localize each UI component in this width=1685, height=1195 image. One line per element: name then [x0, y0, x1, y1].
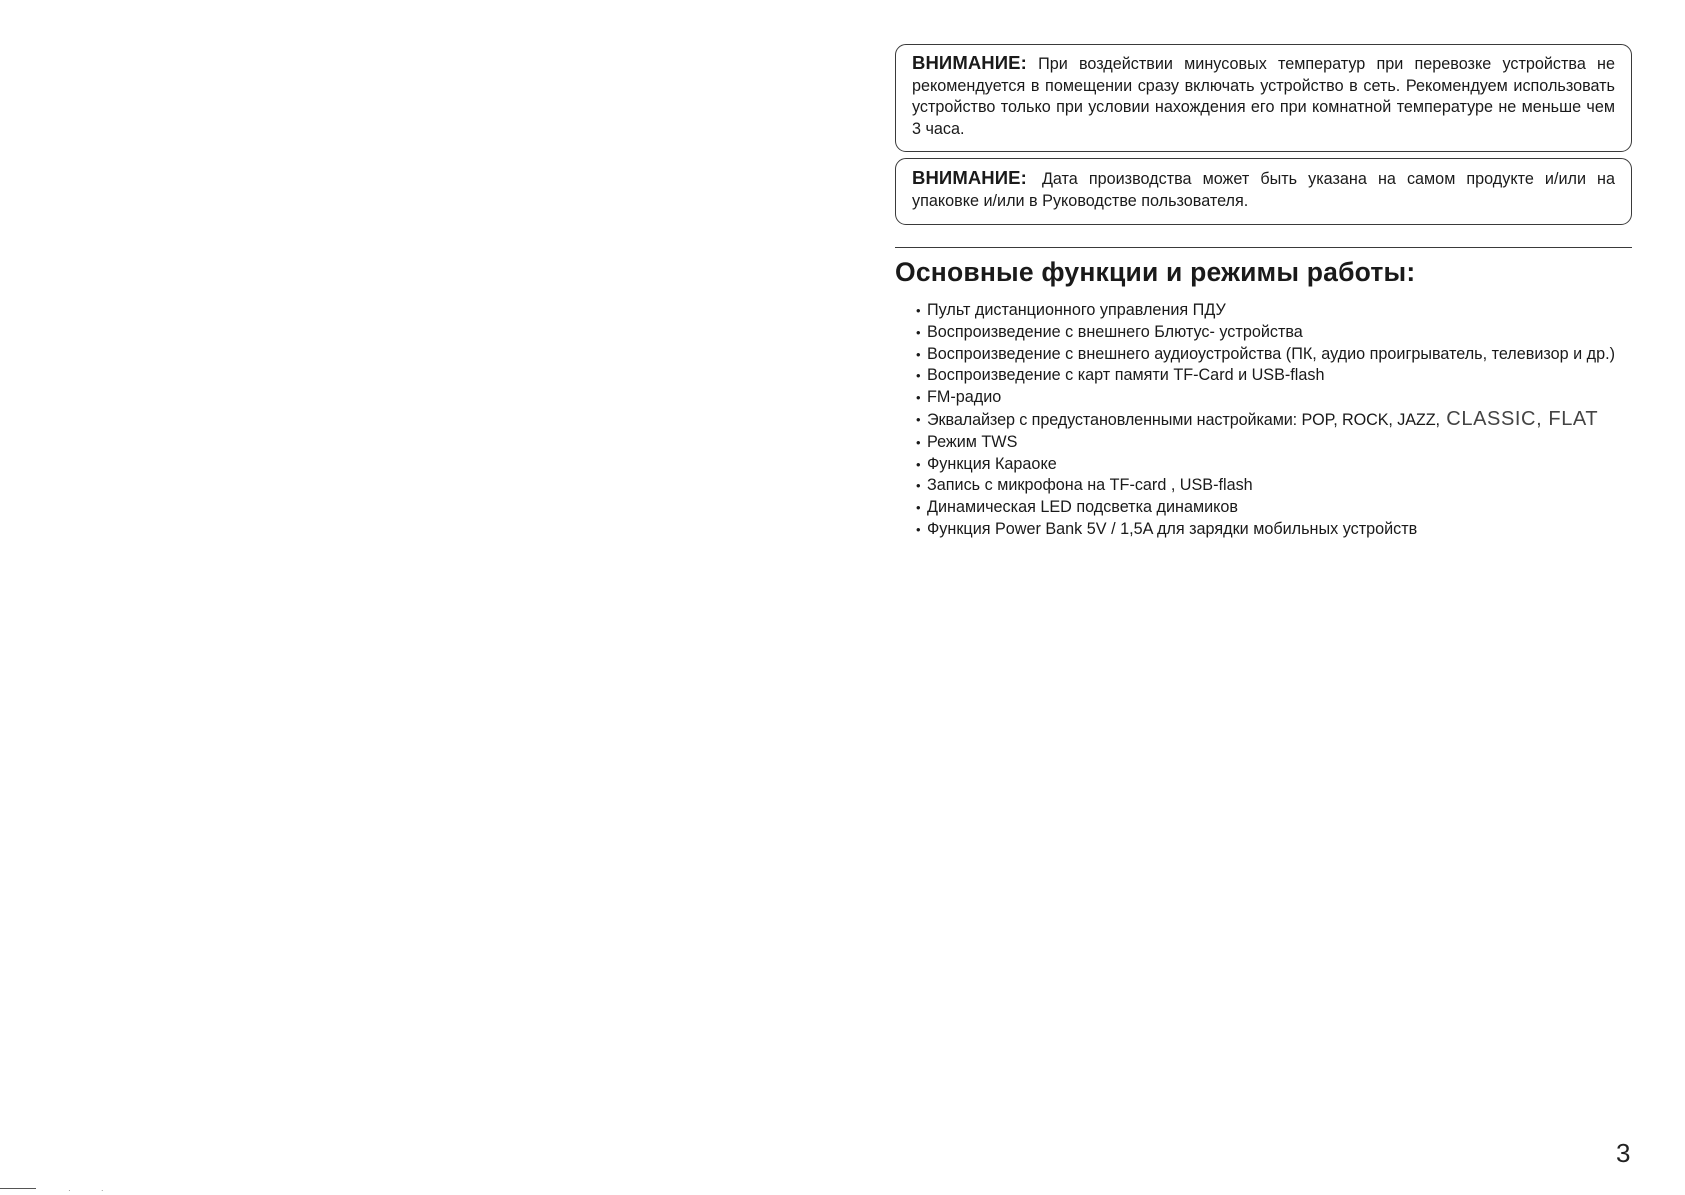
bullet-icon: •	[916, 368, 921, 384]
feature-text: FM-радио	[927, 388, 1002, 407]
list-item	[916, 322, 1636, 344]
feature-text: Воспроизведение с карт памяти TF-Card и USB-flash	[927, 366, 1325, 385]
warning-text: При воздействии минусовых температур при перевозке устройства не рекомендуется в помещении сразу включать устройство в сеть. Рекомендуем использовать устройство только при условии нахождения его при комнатной температуре не меньше чем 3 часа.	[912, 55, 1615, 138]
list-item	[916, 409, 1636, 432]
warning-box-production-date	[895, 158, 1632, 225]
feature-text: Режим TWS	[927, 432, 1018, 451]
feature-text: Воспроизведение с внешнего аудиоустройства (ПК, аудио проигрыватель, телевизор и др.)	[927, 344, 1616, 363]
feature-text: Функция Power Bank 5V / 1,5A для зарядки мобильных устройств	[927, 519, 1418, 538]
bullet-icon: •	[916, 456, 921, 472]
bullet-icon: •	[916, 303, 921, 318]
warning-box-temperature	[895, 44, 1632, 152]
bullet-icon: •	[916, 411, 921, 427]
list-item	[916, 475, 1636, 497]
scan-artifact-line	[0, 1188, 36, 1189]
feature-text: Воспроизведение с внешнего Блютус- устройства	[927, 322, 1303, 341]
eq-presets-extra: CLASSIC, FLAT	[1446, 407, 1599, 430]
section-divider	[895, 247, 1632, 248]
scan-artifact-dots: · ·	[68, 1186, 118, 1195]
list-item	[916, 432, 1636, 454]
list-item	[916, 454, 1636, 476]
list-item	[916, 387, 1636, 409]
warning-label: ВНИМАНИЕ:	[912, 52, 1027, 73]
bullet-icon: •	[916, 521, 921, 537]
list-item	[916, 497, 1636, 519]
feature-text: Запись с микрофона на TF-card , USB-flash	[927, 476, 1253, 495]
page-number: 3	[1616, 1138, 1631, 1168]
bullet-icon: •	[916, 324, 921, 340]
bullet-icon: •	[916, 434, 921, 450]
list-item	[916, 300, 1636, 322]
section-title: Основные функции и режимы работы:	[895, 257, 1416, 287]
bullet-icon: •	[916, 390, 921, 406]
bullet-icon: •	[916, 346, 921, 362]
feature-text: Эквалайзер с предустановленными настройками: POP, ROCK, JAZZ,	[927, 410, 1440, 429]
feature-list	[916, 300, 1636, 541]
bullet-icon: •	[916, 478, 921, 494]
bullet-icon: •	[916, 500, 921, 516]
warning-label: ВНИМАНИЕ:	[912, 167, 1027, 188]
list-item	[916, 519, 1636, 541]
feature-text: Динамическая LED подсветка динамиков	[927, 498, 1238, 517]
list-item	[916, 344, 1636, 366]
list-item	[916, 365, 1636, 387]
feature-text: Пульт дистанционного управления ПДУ	[927, 301, 1226, 319]
warning-text: Дата производства может быть указана на самом продукте и/или на упаковке и/или в Руководстве пользователя.	[912, 170, 1616, 210]
feature-text: Функция Караоке	[927, 454, 1057, 473]
